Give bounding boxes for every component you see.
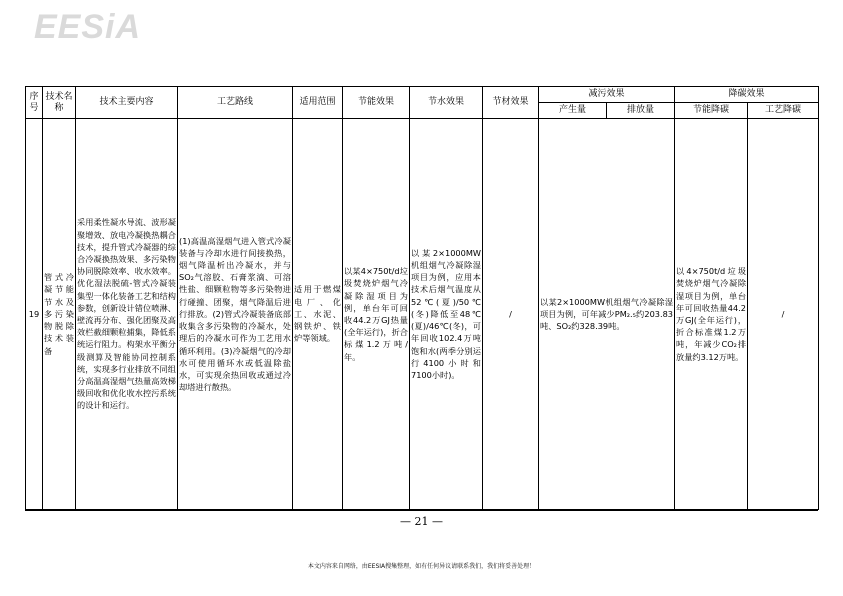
cell-water: 以某2×1000MW机组烟气冷凝除湿项目为例，应用本技术后烟气温度从52℃(夏)/50℃(冬)降低至48℃(夏)/46℃(冬)，可年回收102.4万吨饱和水(两季分别运行4100小时和7100小时)。 [410,119,483,510]
header-pollution-emitted: 排放量 [607,103,675,119]
header-pollution: 减污效果 [539,87,675,103]
header-carbon-process: 工艺降碳 [748,103,819,119]
cell-scope: 适用于燃煤电厂、化工、水泥、钢铁炉、铁炉等领域。 [293,119,343,510]
header-scope: 适用范围 [293,87,343,119]
cell-process-route: (1)高温高湿烟气进入管式冷凝装备与冷却水进行间接换热，烟气降温析出冷凝水，并与SO₂气溶胶、石膏浆滴、可溶性盐、细颗粒物等多污染物进行碰撞、团聚，烟气降温后进行排放。(2)管式冷凝装备底部收集含多污染物的冷凝水，处理后的冷凝水可作为工艺用水循环利用。(3)冷凝烟气的冷却水可使用循环水或低温除盐水，可实现余热回收或通过冷却塔进行散热。 [178,119,293,510]
header-water: 节水效果 [410,87,483,119]
table-bottom-rule [25,510,818,511]
cell-main-content: 采用柔性凝水导流、波形凝聚增效、放电冷凝换热耦合技术，提升管式冷凝器的综合冷凝换热效果、多污染物协同脱除效率、收水效率。优化湿法脱硫-管式冷凝装集型一体化装备工艺和结构参数，创新设计错位喷淋、壁流再分布、强化团聚及高效栏截细颗粒捕集，降低系统运行阻力。构架水平衡分级测算及智能协同控制系统，实现多行业排放不同组分高温高湿烟气热量高效梯级回收和优化收水控污系统的设计和运行。 [76,119,178,510]
cell-material: / [483,119,539,510]
cell-pollution: 以某2×1000MW机组烟气冷凝除湿项目为例，可年减少PM₂.₅约203.83吨、SO₂约328.39吨。 [539,119,675,510]
source-footnote: 本文内容来自网络，由EESIA搜集整理，如有任何异议请联系我们，我们将妥善处理！ [307,563,536,570]
page-number: — 21 — [400,515,443,528]
cell-carbon-process: / [748,119,819,510]
cell-tech-name: 管式冷凝节能节水及多污染物脱除技术装备 [43,119,76,510]
header-seq: 序号 [26,87,43,119]
header-main-content: 技术主要内容 [76,87,178,119]
header-tech-name: 技术名称 [43,87,76,119]
cell-energy: 以某4×750t/d垃圾焚烧炉烟气冷凝除湿项目为例，单台年可回收44.2万GJ热量(全年运行)，折合标煤1.2万吨/年。 [343,119,410,510]
header-energy: 节能效果 [343,87,410,119]
technology-table [25,86,819,510]
header-pollution-produced: 产生量 [539,103,607,119]
header-material: 节材效果 [483,87,539,119]
header-carbon-energy: 节能降碳 [675,103,748,119]
cell-seq: 19 [26,119,43,510]
watermark-logo: EESiA [34,8,142,46]
header-carbon: 降碳效果 [675,87,819,103]
cell-carbon-energy: 以4×750t/d垃圾焚烧炉烟气冷凝除湿项目为例，单台年可回收热量44.2万GJ(全年运行)，折合标准煤1.2万吨，年减少CO₂排放量约3.12万吨。 [675,119,748,510]
header-process-route: 工艺路线 [178,87,293,119]
